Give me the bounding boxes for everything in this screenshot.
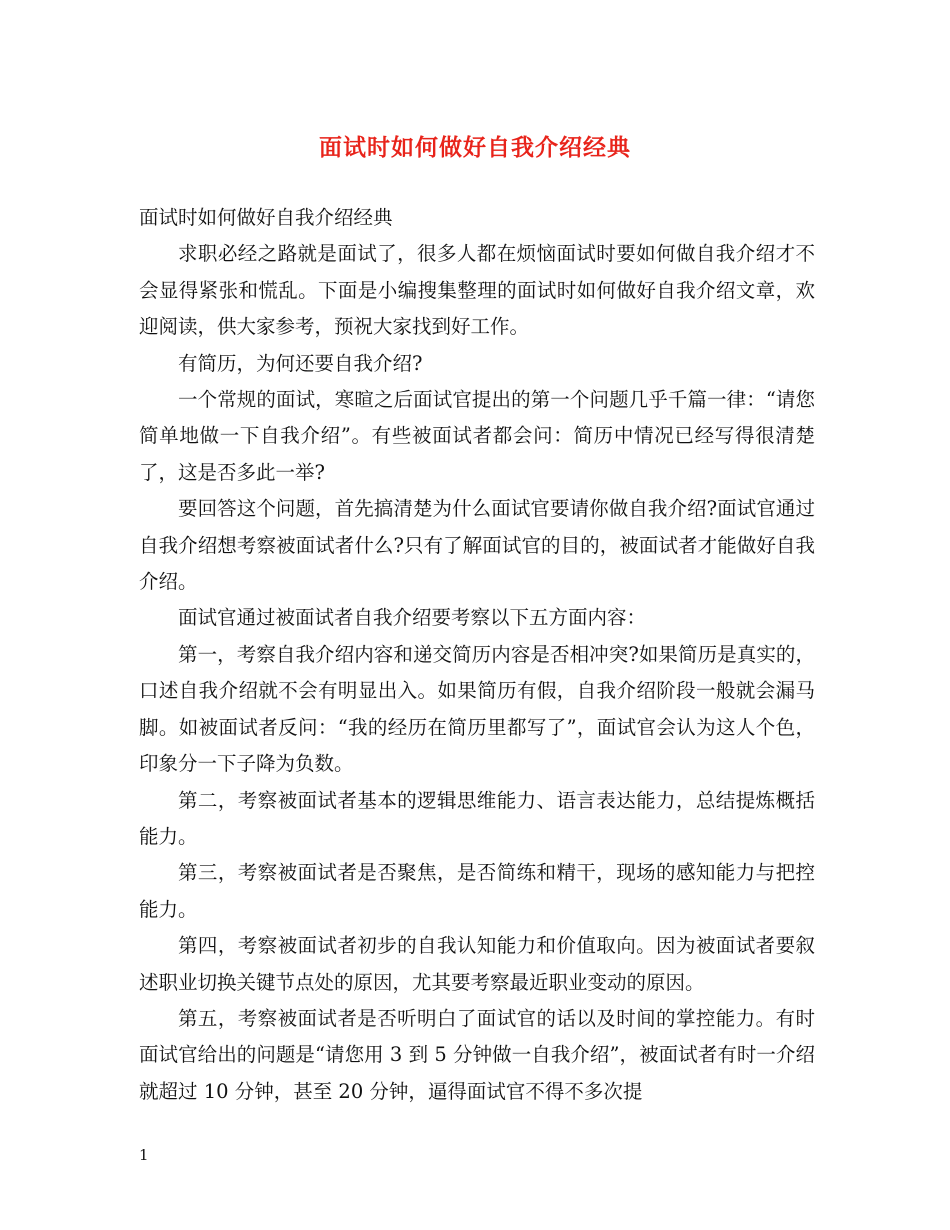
- document-title: 面试时如何做好自我介绍经典: [319, 134, 631, 161]
- paragraph: 第四，考察被面试者初步的自我认知能力和价值取向。因为被面试者要叙述职业切换关键节点处的原因，尤其要考察最近职业变动的原因。: [139, 934, 815, 994]
- paragraph: 第二，考察被面试者基本的逻辑思维能力、语言表达能力，总结提炼概括能力。: [139, 788, 815, 848]
- paragraph: 第三，考察被面试者是否聚焦，是否简练和精干，现场的感知能力与把控能力。: [139, 861, 815, 921]
- paragraph: 有简历，为何还要自我介绍?: [178, 351, 423, 375]
- paragraph: 要回答这个问题，首先搞清楚为什么面试官要请你做自我介绍?面试官通过自我介绍想考察被面试者什么?只有了解面试官的目的，被面试者才能做好自我介绍。: [139, 497, 815, 594]
- paragraph: 第五，考察被面试者是否听明白了面试官的话以及时间的掌控能力。有时面试官给出的问题是“请您用 3 到 5 分钟做一自我介绍”，被面试者有时一介绍就超过 10 分钟，甚至 20 分钟，逼得面试官不得不多次提: [139, 1006, 815, 1103]
- paragraph: 第一，考察自我介绍内容和递交简历内容是否相冲突?如果简历是真实的，口述自我介绍就不会有明显出入。如果简历有假，自我介绍阶段一般就会漏马脚。如被面试者反问：“我的经历在简历里都写了”，面试官会认为这人个色，印象分一下子降为负数。: [139, 642, 815, 776]
- page-number: 1: [139, 1146, 149, 1164]
- paragraph: 面试时如何做好自我介绍经典: [139, 206, 393, 229]
- document-body: [139, 200, 815, 1110]
- paragraph: 一个常规的面试，寒暄之后面试官提出的第一个问题几乎千篇一律：“请您简单地做一下自我介绍”。有些被面试者都会问：简历中情况已经写得很清楚了，这是否多此一举?: [139, 388, 815, 484]
- paragraph: 面试官通过被面试者自我介绍要考察以下五方面内容：: [178, 606, 647, 630]
- paragraph: 求职必经之路就是面试了，很多人都在烦恼面试时要如何做自我介绍才不会显得紧张和慌乱。下面是小编搜集整理的面试时如何做好自我介绍文章，欢迎阅读，供大家参考，预祝大家找到好工作。: [139, 242, 815, 339]
